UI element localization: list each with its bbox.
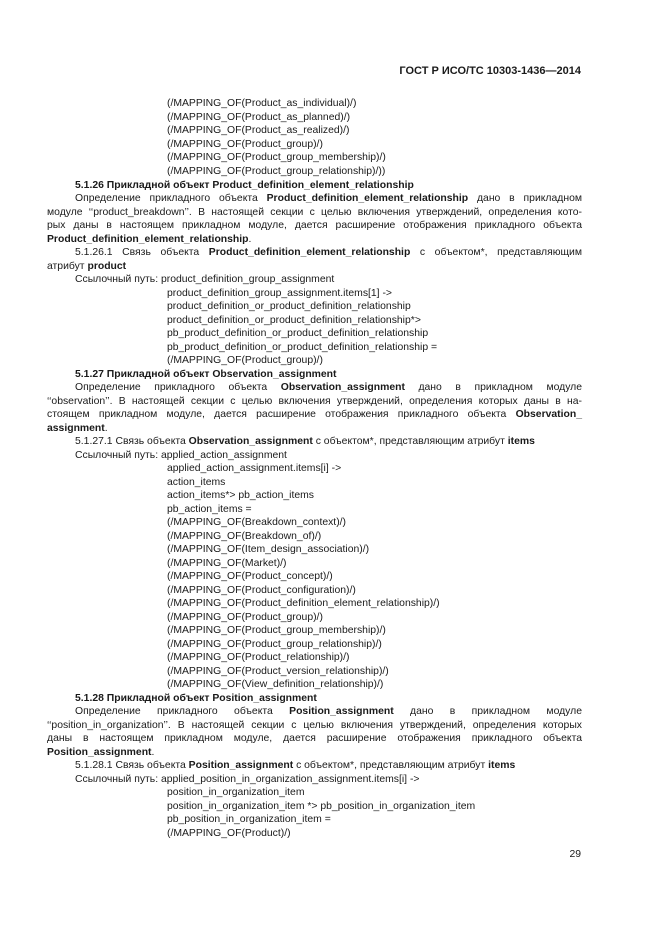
ref-path-label: Ссылочный путь: (75, 774, 161, 785)
paragraph-line: assignment. (47, 423, 108, 434)
section-heading: 5.1.27 Прикладной объект Observation_assignment (75, 369, 337, 380)
mapping-line: (/MAPPING_OF(Product_as_planned)/) (167, 112, 351, 123)
mapping-line: (/MAPPING_OF(Product_group_membership)/) (167, 152, 386, 163)
ref-path-line: Ссылочный путь: applied_action_assignment (75, 450, 287, 461)
subsection-line: 5.1.28.1 Связь объекта Position_assignment с объектом*, представляющим атрибут items (75, 760, 516, 771)
subsection-line: 5.1.27.1 Связь объекта Observation_assignment с объектом*, представляющим атрибут items (75, 436, 535, 447)
ref-path-line: pb_position_in_organization_item = (167, 814, 331, 825)
mapping-line: (/MAPPING_OF(Product_group_relationship)/)) (167, 166, 386, 177)
paragraph-line: Product_definition_element_relationship. (47, 234, 252, 245)
section-heading: 5.1.28 Прикладной объект Position_assignment (75, 693, 317, 704)
ref-path-line: (/MAPPING_OF(Product_group)/) (167, 355, 323, 366)
mapping-line: (/MAPPING_OF(Product_as_individual)/) (167, 98, 357, 109)
paragraph-line: ‘‘position_in_organization’’. В настоящей секции с целью включения утверждений, определения которых (47, 720, 582, 731)
ref-path-line: (/MAPPING_OF(Product_group_relationship)/) (167, 639, 382, 650)
ref-path-line: (/MAPPING_OF(Market)/) (167, 558, 287, 569)
ref-path-line: pb_product_definition_or_product_definition_relationship (167, 328, 429, 339)
ref-path-label: Ссылочный путь: (75, 274, 161, 285)
paragraph-line: Position_assignment. (47, 747, 155, 758)
ref-path-line: position_in_organization_item (167, 787, 305, 798)
page-header: ГОСТ Р ИСО/ТС 10303-1436—2014 (399, 65, 581, 77)
ref-path-line: (/MAPPING_OF(View_definition_relationship)/) (167, 679, 384, 690)
ref-path-line: pb_action_items = (167, 504, 252, 515)
section-heading: 5.1.26 Прикладной объект Product_definition_element_relationship (75, 180, 414, 191)
ref-path-line: Ссылочный путь: applied_position_in_organization_assignment.items[i] -> (75, 774, 420, 785)
ref-path-line: (/MAPPING_OF(Breakdown_of)/) (167, 531, 322, 542)
paragraph-line: ‘‘observation’’. В настоящей секции с целью включения утверждений, определения которых даны в на- (47, 396, 582, 407)
subsection-line: атрибут product (47, 261, 127, 272)
ref-path-line: (/MAPPING_OF(Product_definition_element_relationship)/) (167, 598, 440, 609)
ref-path-line: (/MAPPING_OF(Product)/) (167, 828, 291, 839)
ref-path-line: applied_action_assignment.items[i] -> (167, 463, 342, 474)
ref-path-line: product_definition_group_assignment.items[1] -> (167, 288, 392, 299)
paragraph-line: Определение прикладного объекта Observation_assignment дано в прикладном модуле (75, 382, 583, 393)
ref-path-line: (/MAPPING_OF(Product_configuration)/) (167, 585, 356, 596)
paragraph-line: рых даны в настоящем прикладном модуле, дается расширение отображения прикладного объекта (47, 220, 582, 231)
paragraph-line: Определение прикладного объекта Product_definition_element_relationship дано в прикладном (75, 193, 582, 204)
subsection-line: 5.1.26.1 Связь объекта Product_definition_element_relationship с объектом*, представляющим (75, 247, 582, 258)
mapping-line: (/MAPPING_OF(Product_group)/) (167, 139, 323, 150)
ref-path-line: action_items*> pb_action_items (167, 490, 314, 501)
ref-path-line: (/MAPPING_OF(Product_concept)/) (167, 571, 333, 582)
paragraph-line: модуле ‘‘product_breakdown’’. В настоящей секции с целью включения утверждений, определения кото- (47, 207, 582, 218)
ref-path-line: (/MAPPING_OF(Breakdown_context)/) (167, 517, 347, 528)
ref-path-line: product_definition_or_product_definition_relationship*> (167, 315, 421, 326)
ref-path-line: product_definition_or_product_definition_relationship (167, 301, 411, 312)
ref-path-line: (/MAPPING_OF(Product_version_relationship)/) (167, 666, 389, 677)
ref-path-line: (/MAPPING_OF(Product_group)/) (167, 612, 323, 623)
paragraph-line: даны в настоящем прикладном модуле, дается расширение отображения прикладного объекта (47, 733, 582, 744)
ref-path-line: position_in_organization_item *> pb_position_in_organization_item (167, 801, 476, 812)
ref-path-line: (/MAPPING_OF(Product_group_membership)/) (167, 625, 386, 636)
paragraph-line: Определение прикладного объекта Position_assignment дано в прикладном модуле (75, 706, 582, 717)
mapping-line: (/MAPPING_OF(Product_as_realized)/) (167, 125, 350, 136)
paragraph-line: стоящем прикладном модуле, дается расширение отображения прикладного объекта Observation_ (47, 409, 582, 420)
ref-path-label: Ссылочный путь: (75, 450, 161, 461)
ref-path-line: pb_product_definition_or_product_definition_relationship = (167, 342, 438, 353)
ref-path-line: action_items (167, 477, 226, 488)
ref-path-line: (/MAPPING_OF(Product_relationship)/) (167, 652, 350, 663)
ref-path-line: Ссылочный путь: product_definition_group_assignment (75, 274, 335, 285)
ref-path-line: (/MAPPING_OF(Item_design_association)/) (167, 544, 370, 555)
page-number: 29 (569, 849, 581, 860)
